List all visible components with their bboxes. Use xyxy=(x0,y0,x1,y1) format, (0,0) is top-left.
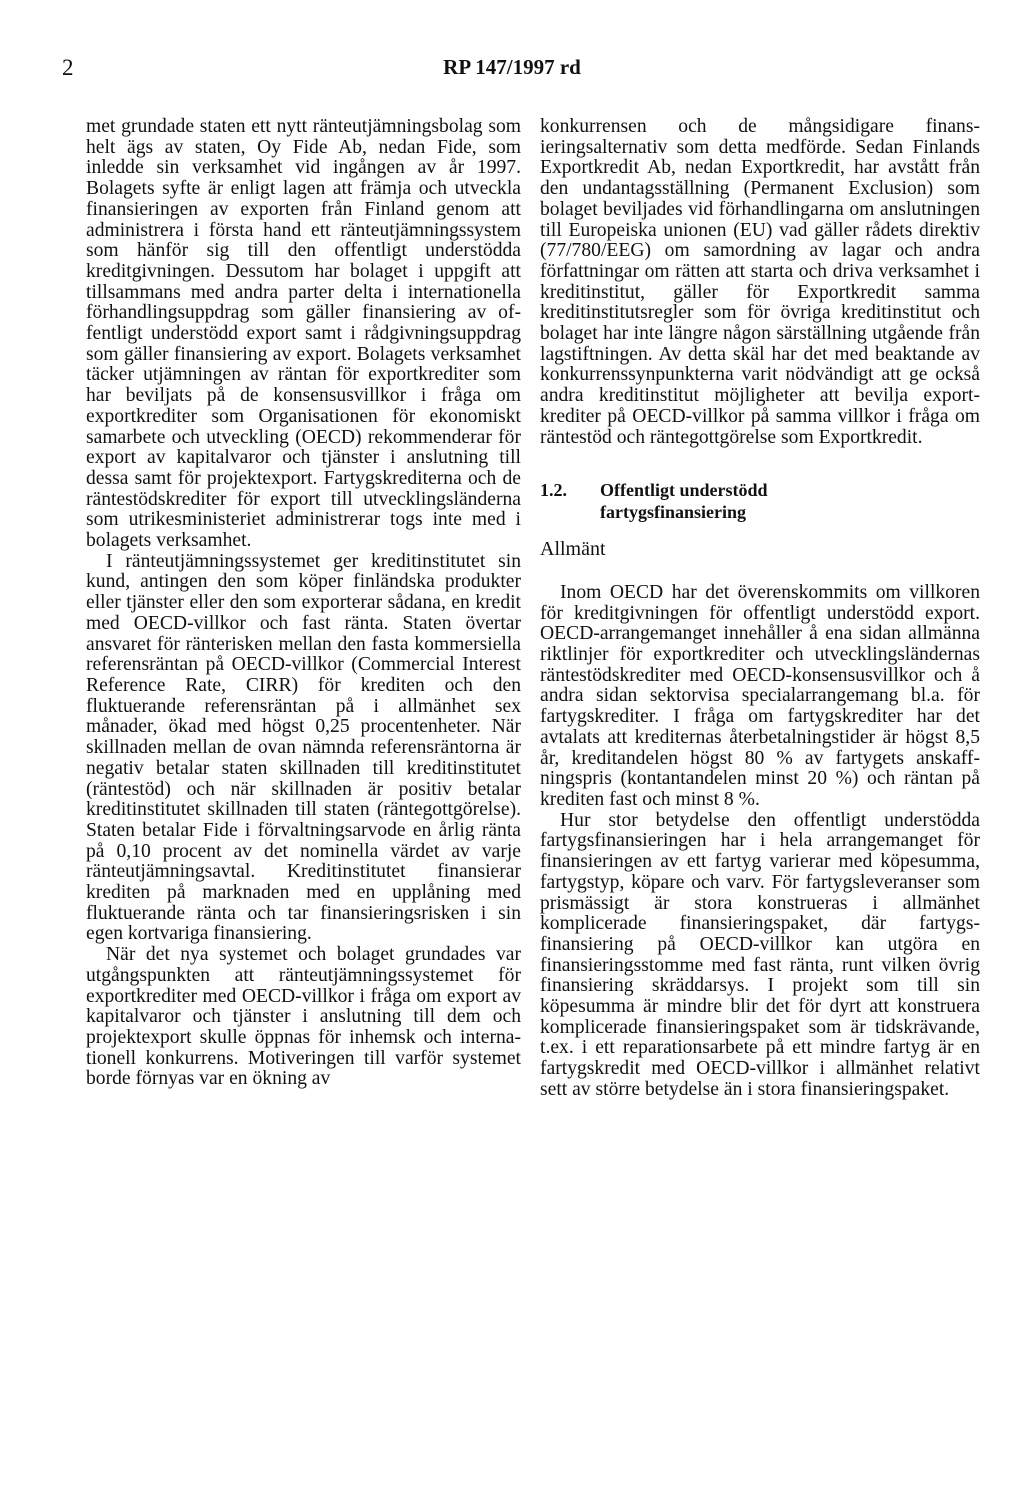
page-number: 2 xyxy=(62,55,74,80)
body-paragraph: Hur stor betydelse den offentligt understödda fartygsfinansieringen har i hela arrangemanget för finansieringen av ett fartyg varierar med köpesumma, fartygstyp, köpare och varv. För fartygsleveranser som prismässigt är stora konstrueras i allmänhet komplicerade finansieringspaket, där fartygsfinansiering på OECD-villkor kan utgöra en finansieringsstomme med fast ränta, runt vilken övrig finansiering skräddarsys. I projekt som till sin köpesumma är mindre blir det för dyrt att konstruera komplicerade finansieringspaket som är tidskrävande, t.ex. i ett reparationsarbete på ett mindre fartyg är en fartygskredit med OECD-villkor i allmänhet relativt sett av större betydelse än i stora finansieringspaket. xyxy=(540,809,980,1100)
section-title: Offentligt understödd fartygsfinansiering xyxy=(600,480,768,523)
left-column xyxy=(86,117,521,1090)
section-number: 1.2. xyxy=(540,480,567,501)
body-paragraph: Inom OECD har det överenskommits om villkoren för kreditgivningen för offentligt understödd export. OECD-arrangemanget innehåller å ena sidan allmänna riktlinjer för exportkrediter och utvecklingsländernas räntestödskrediter med OECD-konsensusvillkor och å andra sidan sektorvisa specialarrangemang bl.a. för fartygskrediter. I fråga om fartygskrediter har det avtalats att krediternas återbetalningstider är högst 8,5 år, kreditandelen högst 80 % av fartygets anskaffningspris (kontantandelen minst 20 %) och räntan på krediten fast och minst 8 %. xyxy=(540,581,980,810)
subheading: Allmänt xyxy=(540,538,606,561)
body-paragraph: När det nya systemet och bolaget grundades var utgångspunkten att ränteutjämningssystemet för exportkrediter med OECD-villkor i fråga om export av kapitalvaror och tjänster i anslutning till dem och projektexport skulle öppnas för inhemsk och internationell konkurrens. Motiveringen till varför systemet borde förnyas var en ökning av xyxy=(86,944,521,1090)
document-id: RP 147/1997 rd xyxy=(443,55,581,79)
body-paragraph: I ränteutjämningssystemet ger kreditinstitutet sin kund, antingen den som köper finländska produkter eller tjänster eller den som exporterar sådana, en kredit med OECD-villkor och fast ränta. Staten övertar ansvaret för ränterisken mellan den fasta kommersiella referensräntan på OECD-villkor (Commercial Interest Reference Rate, CIRR) för krediten och den fluktuerande referensräntan på i allmänhet sex månader, ökad med högst 0,25 procentenheter. När skillnaden mellan de ovan nämnda referensräntorna är negativ betalar staten skillnaden till kreditinstitutet (räntestöd) och när skillnaden är positiv betalar kreditinstitutet skillnaden till staten (räntegottgörelse). Staten betalar Fide i förvaltningsarvode en årlig ränta på 0,10 procent av det nominella värdet av varje ränteutjämningsavtal. Kreditinstitutet finansierar krediten på marknaden med en upplåning med fluktuerande ränta och tar finansieringsrisken i sin egen kortvariga finansiering. xyxy=(86,550,521,945)
section-heading xyxy=(540,479,980,523)
body-paragraph: konkurrensen och de mångsidigare finansieringsalternativ som detta medförde. Sedan Finlands Exportkredit Ab, nedan Exportkredit, har avstått från den undantagsställning (Permanent Exclusion) som bolaget beviljades vid förhandlingarna om anslutningen till Europeiska unionen (EU) vad gäller rådets direktiv (77/780/EEG) om samordning av lagar och andra författningar om rätten att starta och driva verksamhet i kreditinstitut, gäller för Exportkredit samma kreditinstitutsregler som för övriga kreditinstitut och bolaget har inte längre någon särställning utgående från lagstiftningen. Av detta skäl har det med beaktande av konkurrenssynpunkterna varit nödvändigt att ge också andra kreditinstitut möjligheter att bevilja exportkrediter på OECD-villkor på samma villkor i fråga om räntestöd och räntegottgörelse som Exportkredit. xyxy=(540,116,980,448)
page-header xyxy=(0,55,1024,89)
body-paragraph: met grundade staten ett nytt ränteutjämningsbolag som helt ägs av staten, Oy Fide Ab, nedan Fide, som inledde sin verksamhet vid ingången av år 1997. Bolagets syfte är enligt lagen att främja och utveckla finansieringen av exporten från Finland genom att administrera i första hand ett ränteutjämningssystem som hänför sig till den offentligt understödda kreditgivningen. Dessutom har bolaget i uppgift att tillsammans med andra parter delta i internationella förhandlingsuppdrag som gäller finansiering av offentligt understödd export samt i rådgivningsuppdrag som gäller finansiering av export. Bolagets verksamhet täcker utjämningen av räntan för exportkrediter som har beviljats på de konsensusvillkor i fråga om exportkrediter som Organisationen för ekonomiskt samarbete och utveckling (OECD) rekommenderar för export av kapitalvaror och tjänster i anslutning till dessa samt för projektexport. Fartygskrediterna och de räntestödskrediter för export till utvecklingsländerna som utrikesministeriet administrerar togs inte med i bolagets verksamhet. xyxy=(86,116,521,552)
right-column xyxy=(540,117,980,1101)
